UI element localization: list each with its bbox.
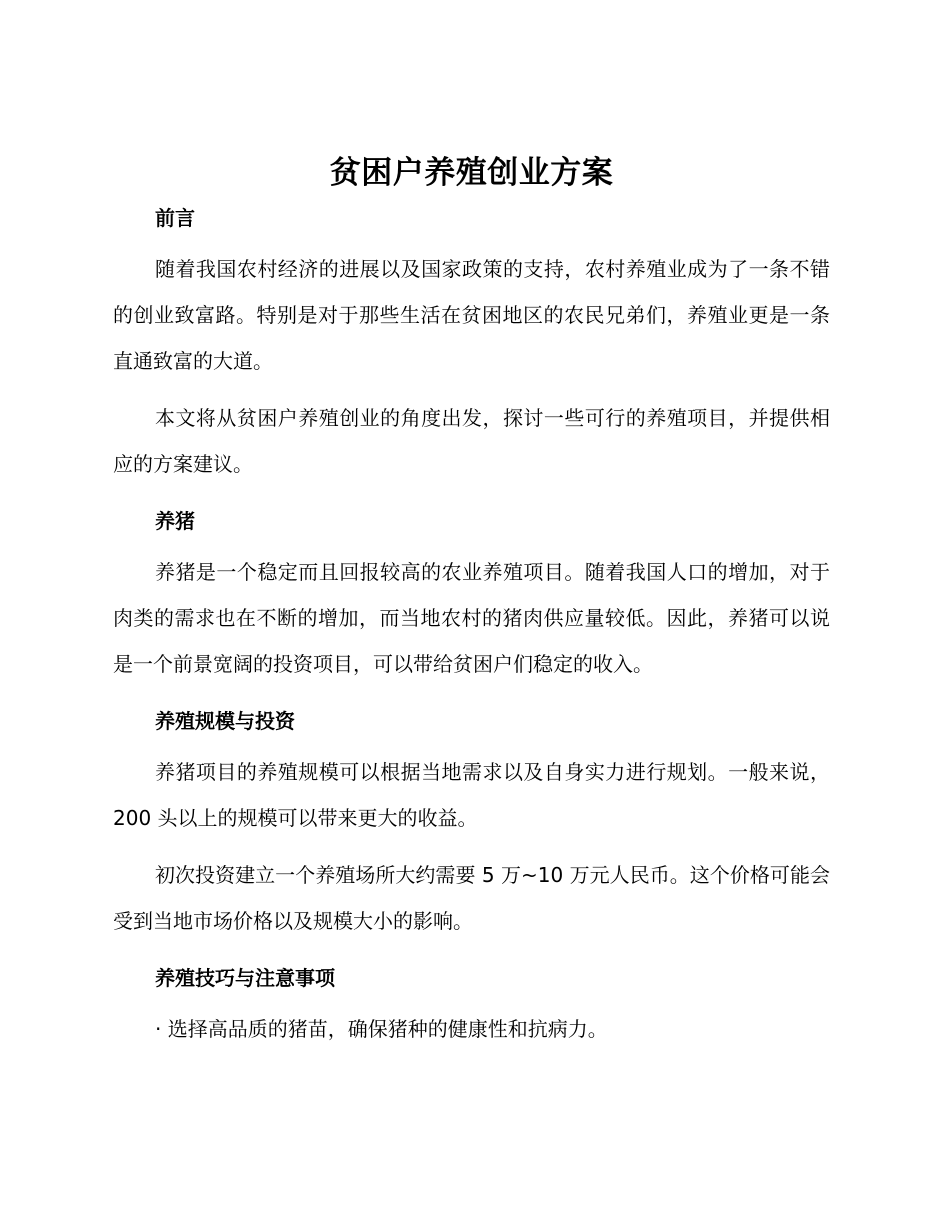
section-heading-pig: 养猪 <box>155 509 195 533</box>
document-title: 贫困户养殖创业方案 <box>329 155 614 191</box>
section-heading-scale: 养殖规模与投资 <box>155 709 295 733</box>
section-heading-tips: 养殖技巧与注意事项 <box>155 966 335 990</box>
preface-paragraph-1: 随着我国农村经济的进展以及国家政策的支持，农村养殖业成为了一条不错的创业致富路。特别是对于那些生活在贫困地区的农民兄弟们，养殖业更是一条直通致富的大道。 <box>113 257 830 373</box>
pig-paragraph-1: 养猪是一个稳定而且回报较高的农业养殖项目。随着我国人口的增加，对于肉类的需求也在不断的增加，而当地农村的猪肉供应量较低。因此，养猪可以说是一个前景宽阔的投资项目，可以带给贫困户们稳定的收入。 <box>113 560 830 676</box>
section-heading-preface: 前言 <box>155 206 195 230</box>
document-page <box>113 148 830 1052</box>
tips-bullet-item: · 选择高品质的猪苗，确保猪种的健康性和抗病力。 <box>155 1017 608 1041</box>
scale-paragraph-2: 初次投资建立一个养殖场所大约需要 5 万~10 万元人民币。这个价格可能会受到当地市场价格以及规模大小的影响。 <box>113 863 830 933</box>
scale-paragraph-1: 养猪项目的养殖规模可以根据当地需求以及自身实力进行规划。一般来说，200 头以上的规模可以带来更大的收益。 <box>113 760 830 830</box>
preface-paragraph-2: 本文将从贫困户养殖创业的角度出发，探讨一些可行的养殖项目，并提供相应的方案建议。 <box>113 406 830 476</box>
